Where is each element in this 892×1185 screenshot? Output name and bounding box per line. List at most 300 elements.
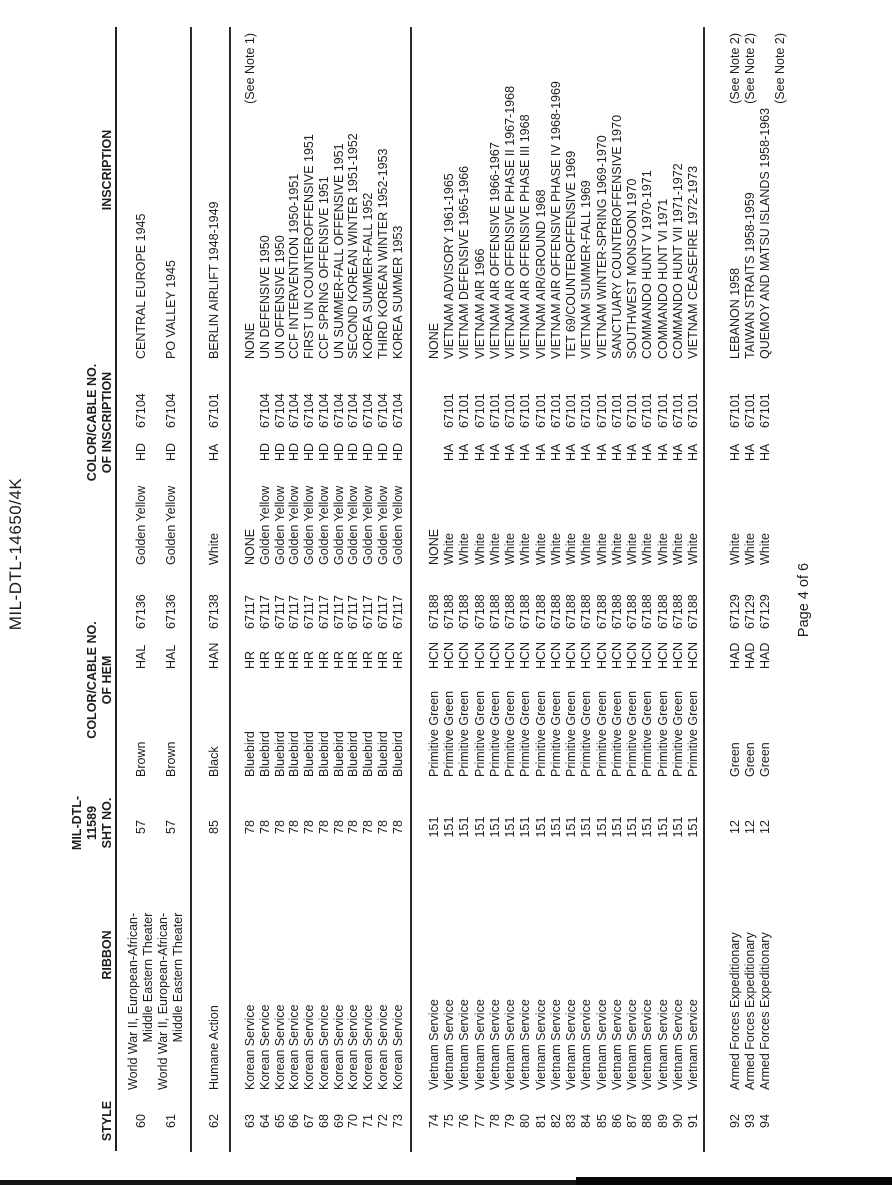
hem-cable-cell: 67136 xyxy=(134,594,148,629)
inscription-color-cable-cell: 67104 xyxy=(376,393,390,428)
inscription-cell: TAIWAN STRAITS 1958-1959 xyxy=(743,192,757,359)
sheet-no-cell: 151 xyxy=(518,816,532,838)
hem-color-cell: Bluebird xyxy=(361,731,375,777)
inscription-color-code-cell: HA xyxy=(758,443,772,461)
hem-cable-cell: 67188 xyxy=(686,594,700,629)
hem-code-cell: HR xyxy=(317,650,331,669)
inscription-color-code-cell: HD xyxy=(287,442,301,461)
hem-color-cell: Primitive Green xyxy=(595,690,609,777)
ribbon-cell: Vietnam Service xyxy=(427,999,441,1090)
sheet-no-cell: 151 xyxy=(610,816,624,838)
sheet-no-cell: 151 xyxy=(595,816,609,838)
style-cell: 92 xyxy=(728,1114,742,1128)
hem-cable-cell: 67138 xyxy=(207,594,221,629)
ribbon-cell: Humane Action xyxy=(207,1005,221,1090)
inscription-color-cable-cell: 67104 xyxy=(258,393,272,428)
hem-color-cell: Bluebird xyxy=(332,731,346,777)
sheet-no-cell: 151 xyxy=(442,816,456,838)
hem-cable-cell: 67188 xyxy=(427,594,441,629)
inscription-cell: CENTRAL EUROPE 1945 xyxy=(134,213,148,359)
inscription-color-cable-cell: 67101 xyxy=(549,393,563,428)
hem-cable-cell: 67188 xyxy=(503,594,517,629)
hem-color-cell: Bluebird xyxy=(287,731,301,777)
note-cell: (See Note 1) xyxy=(243,33,257,104)
inscription-color-cable-cell: 67101 xyxy=(758,393,772,428)
inscription-color-cable-cell: 67101 xyxy=(473,393,487,428)
inscription-color-code-cell: HD xyxy=(391,442,405,461)
inscription-cell: UN SUMMER-FALL OFFENSIVE 1951 xyxy=(332,143,346,359)
hem-cable-cell: 67117 xyxy=(243,595,257,629)
style-cell: 69 xyxy=(332,1114,346,1128)
inscription-color-code-cell: HA xyxy=(610,443,624,461)
ribbon-cell: Vietnam Service xyxy=(595,999,609,1090)
hem-color-cell: Bluebird xyxy=(243,731,257,777)
inscription-color-code-cell: HA xyxy=(671,443,685,461)
ribbon-cell: Korean Service xyxy=(317,1004,331,1090)
hem-color-cell: Primitive Green xyxy=(640,690,654,777)
inscription-color-code-cell: HD xyxy=(346,442,360,461)
inscription-color-code-cell: HA xyxy=(595,443,609,461)
hem-code-cell: HCN xyxy=(457,641,471,669)
hem-color-cell: Primitive Green xyxy=(564,690,578,777)
hem-code-cell: HR xyxy=(243,650,257,669)
ribbon-cell: Vietnam Service xyxy=(473,999,487,1090)
inscription-color-code-cell: HA xyxy=(518,443,532,461)
sheet-no-cell: 151 xyxy=(579,816,593,838)
sheet-no-cell: 151 xyxy=(488,816,502,838)
inscription-color-cell: Golden Yellow xyxy=(376,485,390,565)
inscription-color-cell: White xyxy=(610,533,624,565)
hem-color-cell: Green xyxy=(758,742,772,777)
style-cell: 67 xyxy=(302,1114,316,1128)
inscription-cell: NONE xyxy=(243,322,257,359)
style-cell: 86 xyxy=(610,1114,624,1128)
sheet-no-cell: 78 xyxy=(258,820,272,834)
style-cell: 64 xyxy=(258,1114,272,1128)
ribbon-cell: Vietnam Service xyxy=(457,999,471,1090)
header-rule xyxy=(115,27,117,1151)
style-cell: 75 xyxy=(442,1114,456,1128)
ribbon-cell: Korean Service xyxy=(273,1004,287,1090)
inscription-cell: SANCTUARY COUNTEROFFENSIVE 1970 xyxy=(610,114,624,359)
hem-color-cell: Primitive Green xyxy=(579,690,593,777)
inscription-cell: NONE xyxy=(427,322,441,359)
hem-code-cell: HR xyxy=(302,650,316,669)
inscription-color-code-cell: HA xyxy=(564,443,578,461)
sheet-no-cell: 151 xyxy=(686,816,700,838)
ribbon-cell: World War II, European-African- xyxy=(126,912,140,1090)
sheet-no-cell: 57 xyxy=(134,820,148,834)
inscription-color-cable-cell: 67104 xyxy=(302,393,316,428)
hem-code-cell: HR xyxy=(376,650,390,669)
style-cell: 65 xyxy=(273,1114,287,1128)
inscription-color-cell: Golden Yellow xyxy=(332,485,346,565)
inscription-cell: SECOND KOREAN WINTER 1951-1952 xyxy=(346,133,360,359)
inscription-color-cell: Golden Yellow xyxy=(302,485,316,565)
hem-cable-cell: 67188 xyxy=(579,594,593,629)
inscription-color-cable-cell: 67104 xyxy=(361,393,375,428)
hem-code-cell: HCN xyxy=(473,641,487,669)
hem-code-cell: HCN xyxy=(656,641,670,669)
hem-color-cell: Primitive Green xyxy=(488,690,502,777)
style-cell: 61 xyxy=(164,1114,178,1128)
sheet-no-cell: 85 xyxy=(207,820,221,834)
hem-code-cell: HR xyxy=(332,650,346,669)
ribbon-cell: Middle Eastern Theater xyxy=(171,912,185,1043)
hem-code-cell: HR xyxy=(287,650,301,669)
inscription-color-cable-cell: 67101 xyxy=(595,393,609,428)
ribbon-cell: Vietnam Service xyxy=(549,999,563,1090)
inscription-cell: FIRST UN COUNTEROFFENSIVE 1951 xyxy=(302,134,316,359)
sheet-no-cell: 151 xyxy=(427,816,441,838)
hem-color-cell: Primitive Green xyxy=(671,690,685,777)
style-cell: 76 xyxy=(457,1114,471,1128)
sheet-no-cell: 78 xyxy=(361,820,375,834)
ribbon-cell: Vietnam Service xyxy=(686,999,700,1090)
style-cell: 80 xyxy=(518,1114,532,1128)
hem-color-cell: Black xyxy=(207,746,221,777)
ribbon-cell: Korean Service xyxy=(346,1004,360,1090)
inscription-color-code-cell: HD xyxy=(332,442,346,461)
inscription-color-cable-cell: 67104 xyxy=(287,393,301,428)
hem-code-cell: HAL xyxy=(134,644,148,669)
inscription-color-code-cell: HA xyxy=(743,443,757,461)
inscription-color-code-cell: HA xyxy=(534,443,548,461)
sheet-no-cell: 78 xyxy=(273,820,287,834)
hem-cable-cell: 67188 xyxy=(488,594,502,629)
style-cell: 85 xyxy=(595,1114,609,1128)
hem-color-cell: Primitive Green xyxy=(457,690,471,777)
sheet-no-cell: 151 xyxy=(457,816,471,838)
inscription-color-cable-cell: 67101 xyxy=(518,393,532,428)
inscription-color-cell: NONE xyxy=(427,528,441,565)
column-header-hem-color: COLOR/CABLE NO. xyxy=(85,621,99,739)
hem-cable-cell: 67188 xyxy=(564,594,578,629)
hem-code-cell: HCN xyxy=(549,641,563,669)
inscription-color-cell: White xyxy=(686,533,700,565)
ribbon-cell: Vietnam Service xyxy=(610,999,624,1090)
inscription-color-cell: White xyxy=(640,533,654,565)
inscription-cell: KOREA SUMMER 1953 xyxy=(391,225,405,359)
hem-color-cell: Brown xyxy=(134,741,148,777)
hem-code-cell: HAL xyxy=(164,644,178,669)
inscription-color-code-cell: HD xyxy=(134,442,148,461)
inscription-color-cable-cell: 67101 xyxy=(503,393,517,428)
inscription-color-cell: NONE xyxy=(243,528,257,565)
style-cell: 72 xyxy=(376,1114,390,1128)
inscription-color-cable-cell: 67104 xyxy=(134,393,148,428)
inscription-color-cell: White xyxy=(207,533,221,565)
hem-code-cell: HCN xyxy=(488,641,502,669)
group-divider xyxy=(703,27,705,1152)
inscription-color-cell: White xyxy=(595,533,609,565)
inscription-cell: COMMANDO HUNT VII 1971-1972 xyxy=(671,163,685,359)
inscription-cell: BERLIN AIRLIFT 1948-1949 xyxy=(207,201,221,359)
hem-color-cell: Primitive Green xyxy=(534,690,548,777)
inscription-color-cell: White xyxy=(625,533,639,565)
inscription-color-code-cell: HD xyxy=(361,442,375,461)
inscription-cell: COMMANDO HUNT V 1970-1971 xyxy=(640,170,654,359)
style-cell: 77 xyxy=(473,1114,487,1128)
sheet-no-cell: 151 xyxy=(671,816,685,838)
inscription-color-cell: Golden Yellow xyxy=(134,485,148,565)
sheet-no-cell: 78 xyxy=(391,820,405,834)
inscription-cell: PO VALLEY 1945 xyxy=(164,260,178,359)
ribbon-cell: Korean Service xyxy=(391,1004,405,1090)
style-cell: 88 xyxy=(640,1114,654,1128)
sheet-no-cell: 151 xyxy=(564,816,578,838)
hem-code-cell: HCN xyxy=(442,641,456,669)
inscription-color-cable-cell: 67101 xyxy=(564,393,578,428)
hem-color-cell: Primitive Green xyxy=(686,690,700,777)
style-cell: 90 xyxy=(671,1114,685,1128)
inscription-cell: VIETNAM AIR OFFENSIVE 1966-1967 xyxy=(488,142,502,359)
inscription-color-cable-cell: 67104 xyxy=(346,393,360,428)
hem-color-cell: Primitive Green xyxy=(503,690,517,777)
hem-cable-cell: 67117 xyxy=(317,595,331,629)
style-cell: 68 xyxy=(317,1114,331,1128)
ribbon-cell: Armed Forces Expeditionary xyxy=(758,932,772,1090)
inscription-color-cell: White xyxy=(549,533,563,565)
hem-cable-cell: 67129 xyxy=(728,594,742,629)
note-cell: (See Note 2) xyxy=(743,33,757,104)
hem-code-cell: HAD xyxy=(758,642,772,669)
hem-color-cell: Brown xyxy=(164,741,178,777)
group-divider xyxy=(190,27,192,1152)
hem-code-cell: HCN xyxy=(625,641,639,669)
hem-cable-cell: 67117 xyxy=(302,595,316,629)
inscription-color-cable-cell: 67101 xyxy=(656,393,670,428)
hem-cable-cell: 67117 xyxy=(361,595,375,629)
inscription-color-cell: White xyxy=(534,533,548,565)
inscription-color-cable-cell: 67101 xyxy=(579,393,593,428)
hem-color-cell: Bluebird xyxy=(346,731,360,777)
inscription-color-cable-cell: 67101 xyxy=(728,393,742,428)
inscription-cell: THIRD KOREAN WINTER 1952-1953 xyxy=(376,148,390,359)
note-cell: (See Note 2) xyxy=(728,33,742,104)
sheet-no-cell: 78 xyxy=(302,820,316,834)
inscription-cell: UN DEFENSIVE 1950 xyxy=(258,235,272,359)
ribbon-cell: Vietnam Service xyxy=(625,999,639,1090)
style-cell: 84 xyxy=(579,1114,593,1128)
inscription-cell: VIETNAM WINTER-SPRING 1969-1970 xyxy=(595,135,609,359)
sheet-no-cell: 151 xyxy=(625,816,639,838)
inscription-color-code-cell: HA xyxy=(579,443,593,461)
style-cell: 74 xyxy=(427,1114,441,1128)
inscription-color-cell: White xyxy=(743,533,757,565)
spec-number-title: MIL-DTL-14650/4K xyxy=(6,477,25,631)
inscription-color-code-cell: HA xyxy=(549,443,563,461)
inscription-color-cell: White xyxy=(656,533,670,565)
style-cell: 63 xyxy=(243,1114,257,1128)
hem-cable-cell: 67129 xyxy=(743,594,757,629)
hem-cable-cell: 67188 xyxy=(473,594,487,629)
inscription-color-code-cell: HD xyxy=(273,442,287,461)
hem-color-cell: Bluebird xyxy=(302,731,316,777)
inscription-color-cell: White xyxy=(758,533,772,565)
style-cell: 83 xyxy=(564,1114,578,1128)
inscription-color-cell: White xyxy=(503,533,517,565)
hem-code-cell: HCN xyxy=(427,641,441,669)
hem-code-cell: HR xyxy=(258,650,272,669)
hem-color-cell: Primitive Green xyxy=(442,690,456,777)
hem-code-cell: HR xyxy=(391,650,405,669)
inscription-cell: QUEMOY AND MATSU ISLANDS 1958-1963 xyxy=(758,107,772,359)
hem-cable-cell: 67188 xyxy=(549,594,563,629)
inscription-color-cell: White xyxy=(579,533,593,565)
inscription-color-cell: Golden Yellow xyxy=(361,485,375,565)
hem-color-cell: Primitive Green xyxy=(427,690,441,777)
hem-cable-cell: 67117 xyxy=(391,595,405,629)
hem-code-cell: HCN xyxy=(595,641,609,669)
column-header-hem-color: OF HEM xyxy=(100,655,114,705)
inscription-cell: VIETNAM AIR OFFENSIVE PHASE IV 1968-1969 xyxy=(549,81,563,359)
hem-color-cell: Primitive Green xyxy=(473,690,487,777)
inscription-cell: VIETNAM AIR OFFENSIVE PHASE II 1967-1968 xyxy=(503,85,517,359)
style-cell: 70 xyxy=(346,1114,360,1128)
sheet-no-cell: 151 xyxy=(549,816,563,838)
inscription-color-cell: Golden Yellow xyxy=(287,485,301,565)
inscription-color-cell: White xyxy=(488,533,502,565)
inscription-cell: COMMANDO HUNT VI 1971 xyxy=(656,198,670,359)
inscription-color-code-cell: HA xyxy=(686,443,700,461)
ribbon-cell: Vietnam Service xyxy=(671,999,685,1090)
hem-cable-cell: 67188 xyxy=(625,594,639,629)
inscription-color-cell: Golden Yellow xyxy=(258,485,272,565)
inscription-color-cable-cell: 67101 xyxy=(640,393,654,428)
inscription-cell: VIETNAM DEFENSIVE 1965-1966 xyxy=(457,165,471,359)
inscription-cell: VIETNAM AIR 1966 xyxy=(473,248,487,359)
sheet-no-cell: 151 xyxy=(640,816,654,838)
inscription-color-code-cell: HA xyxy=(488,443,502,461)
ribbon-cell: Armed Forces Expeditionary xyxy=(743,932,757,1090)
inscription-color-code-cell: HA xyxy=(728,443,742,461)
column-header-inscription-color: OF INSCRIPTION xyxy=(100,371,114,474)
ribbon-cell: Middle Eastern Theater xyxy=(141,912,155,1043)
inscription-cell: TET 69/COUNTEROFFENSIVE 1969 xyxy=(564,150,578,359)
hem-code-cell: HCN xyxy=(503,641,517,669)
hem-code-cell: HCN xyxy=(686,641,700,669)
hem-color-cell: Primitive Green xyxy=(549,690,563,777)
hem-code-cell: HR xyxy=(273,650,287,669)
hem-cable-cell: 67188 xyxy=(518,594,532,629)
inscription-color-cable-cell: 67101 xyxy=(610,393,624,428)
inscription-color-cell: White xyxy=(457,533,471,565)
hem-cable-cell: 67117 xyxy=(273,595,287,629)
hem-color-cell: Primitive Green xyxy=(518,690,532,777)
ribbon-cell: Vietnam Service xyxy=(564,999,578,1090)
sheet-no-cell: 78 xyxy=(317,820,331,834)
style-cell: 93 xyxy=(743,1114,757,1128)
sheet-no-cell: 57 xyxy=(164,820,178,834)
inscription-cell: VIETNAM SUMMER-FALL 1969 xyxy=(579,180,593,359)
sheet-no-cell: 151 xyxy=(503,816,517,838)
group-divider xyxy=(410,27,412,1152)
hem-cable-cell: 67129 xyxy=(758,594,772,629)
style-cell: 73 xyxy=(391,1114,405,1128)
column-header-inscription: INSCRIPTION xyxy=(100,129,114,211)
inscription-color-code-cell: HD xyxy=(317,442,331,461)
hem-code-cell: HAN xyxy=(207,642,221,669)
ribbon-cell: Vietnam Service xyxy=(488,999,502,1090)
inscription-cell: LEBANON 1958 xyxy=(728,267,742,359)
inscription-color-cell: White xyxy=(518,533,532,565)
inscription-color-code-cell: HD xyxy=(164,442,178,461)
hem-cable-cell: 67117 xyxy=(332,595,346,629)
style-cell: 81 xyxy=(534,1114,548,1128)
hem-color-cell: Green xyxy=(743,742,757,777)
column-header-sht-no: MIL-DTL- xyxy=(70,795,84,851)
sheet-no-cell: 12 xyxy=(758,820,772,834)
page-edge-shadow xyxy=(576,1177,892,1185)
inscription-color-code-cell: HA xyxy=(656,443,670,461)
inscription-color-cell: Golden Yellow xyxy=(273,485,287,565)
inscription-color-cable-cell: 67101 xyxy=(686,393,700,428)
hem-cable-cell: 67117 xyxy=(376,595,390,629)
hem-color-cell: Primitive Green xyxy=(610,690,624,777)
hem-code-cell: HAD xyxy=(728,642,742,669)
hem-cable-cell: 67136 xyxy=(164,594,178,629)
hem-color-cell: Primitive Green xyxy=(625,690,639,777)
hem-code-cell: HCN xyxy=(640,641,654,669)
style-cell: 71 xyxy=(361,1114,375,1128)
sheet-no-cell: 78 xyxy=(332,820,346,834)
style-cell: 79 xyxy=(503,1114,517,1128)
hem-cable-cell: 67188 xyxy=(610,594,624,629)
hem-code-cell: HCN xyxy=(579,641,593,669)
inscription-color-cable-cell: 67104 xyxy=(317,393,331,428)
inscription-color-cable-cell: 67101 xyxy=(457,393,471,428)
note-cell: (See Note 2) xyxy=(773,33,787,104)
inscription-color-code-cell: HA xyxy=(640,443,654,461)
style-cell: 66 xyxy=(287,1114,301,1128)
inscription-color-cell: Golden Yellow xyxy=(164,485,178,565)
inscription-color-cell: White xyxy=(728,533,742,565)
inscription-color-cell: Golden Yellow xyxy=(346,485,360,565)
hem-cable-cell: 67188 xyxy=(671,594,685,629)
hem-cable-cell: 67188 xyxy=(442,594,456,629)
ribbon-cell: Vietnam Service xyxy=(534,999,548,1090)
inscription-color-cable-cell: 67101 xyxy=(488,393,502,428)
inscription-cell: KOREA SUMMER-FALL 1952 xyxy=(361,192,375,359)
page-footer: Page 4 of 6 xyxy=(796,562,812,638)
sheet-no-cell: 151 xyxy=(534,816,548,838)
column-header-sht-no: 11589 xyxy=(85,805,99,841)
ribbon-cell: Vietnam Service xyxy=(656,999,670,1090)
inscription-color-code-cell: HD xyxy=(258,442,272,461)
hem-color-cell: Primitive Green xyxy=(656,690,670,777)
ribbon-cell: Armed Forces Expeditionary xyxy=(728,932,742,1090)
hem-cable-cell: 67188 xyxy=(595,594,609,629)
inscription-cell: VIETNAM AIR OFFENSIVE PHASE III 1968 xyxy=(518,114,532,359)
hem-cable-cell: 67188 xyxy=(457,594,471,629)
ribbon-cell: Vietnam Service xyxy=(640,999,654,1090)
inscription-color-code-cell: HA xyxy=(625,443,639,461)
ribbon-cell: Korean Service xyxy=(376,1004,390,1090)
inscription-color-code-cell: HA xyxy=(473,443,487,461)
inscription-color-code-cell: HA xyxy=(457,443,471,461)
inscription-color-cable-cell: 67101 xyxy=(207,393,221,428)
hem-code-cell: HCN xyxy=(610,641,624,669)
hem-code-cell: HAD xyxy=(743,642,757,669)
inscription-color-code-cell: HA xyxy=(442,443,456,461)
hem-color-cell: Bluebird xyxy=(258,731,272,777)
ribbon-cell: Vietnam Service xyxy=(503,999,517,1090)
inscription-color-cell: Golden Yellow xyxy=(391,485,405,565)
ribbon-cell: Korean Service xyxy=(258,1004,272,1090)
inscription-color-code-cell: HD xyxy=(376,442,390,461)
hem-code-cell: HCN xyxy=(671,641,685,669)
